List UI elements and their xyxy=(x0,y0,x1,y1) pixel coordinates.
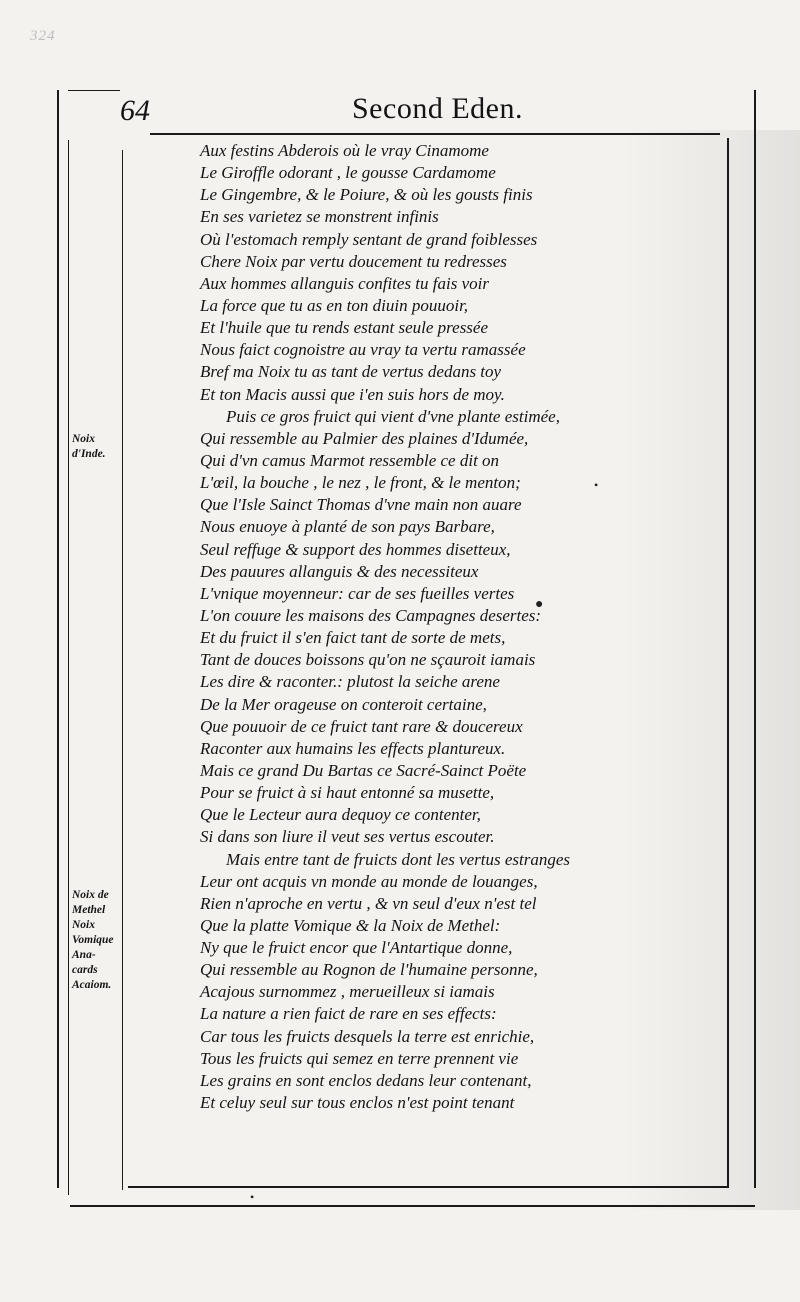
verse-line: Le Giroffle odorant , le gousse Cardamome xyxy=(200,163,496,183)
verse-line: Où l'estomach remply sentant de grand foiblesses xyxy=(200,229,538,249)
verse-line: Qui ressemble au Rognon de l'humaine personne, xyxy=(200,960,538,980)
text-right-rule xyxy=(727,138,729,1188)
running-title: Second Eden. xyxy=(352,92,523,125)
verse-line: Que le Lecteur aura dequoy ce contenter, xyxy=(200,805,481,825)
margin-note-line: Noix de xyxy=(72,889,109,901)
text-left-rule xyxy=(122,150,123,1190)
verse-line: L'vnique moyenneur: car de ses fueilles vertes xyxy=(200,583,515,603)
verse-line: Tous les fruicts qui semez en terre prennent vie xyxy=(200,1048,519,1068)
verse-line: Ny que le fruict encor que l'Antartique donne, xyxy=(200,938,513,958)
archive-mark: 324 xyxy=(30,28,56,44)
margin-note-noix-methel xyxy=(72,888,124,993)
margin-note-line: d'Inde. xyxy=(72,448,106,460)
margin-note-line: Vomique xyxy=(72,934,114,946)
frame-top-rule xyxy=(68,90,120,91)
ink-speck: • xyxy=(594,478,599,492)
verse-line: Leur ont acquis vn monde au monde de louanges, xyxy=(200,871,538,891)
verse-line: Seul reffuge & support des hommes disetteux, xyxy=(200,539,511,559)
verse-line: Et l'huile que tu rends estant seule pressée xyxy=(200,318,489,338)
verse-line: Rien n'aproche en vertu , & vn seul d'eux n'est tel xyxy=(200,893,537,913)
page-number: 64 xyxy=(120,94,150,127)
verse-line: Que l'Isle Sainct Thomas d'vne main non auare xyxy=(200,495,522,515)
ink-speck: • xyxy=(250,1190,255,1204)
verse-line: En ses variete​z se monstrent infinis xyxy=(200,207,439,227)
verse-line: Le Gingembre, & le Poiure, & où les gousts finis xyxy=(200,185,533,205)
margin-left-rule xyxy=(68,140,69,1195)
verse-line: Pour se fruict à si haut entonné sa musette, xyxy=(200,783,495,803)
margin-note-line: Noix xyxy=(72,919,95,931)
verse-line: Et du fruict il s'en faict tant de sorte de mets, xyxy=(200,628,506,648)
verse-line: Car tous les fruicts desquels la terre est enrichie, xyxy=(200,1026,535,1046)
verse-line: Tant de douces boissons qu'on ne sçauroit iamais xyxy=(200,650,536,670)
verse-line: Nous faict cognoistre au vray ta vertu ramassée xyxy=(200,340,526,360)
verse-line: La nature a rien faict de rare en ses effects: xyxy=(200,1004,497,1024)
verse-line: Acajous surnommez , merueilleux si iamais xyxy=(200,982,495,1002)
verse-line: Puis ce gros fruict qui vient d'vne plante estimée, xyxy=(226,406,560,426)
verse-line: Les grains en sont enclos dedans leur contenant, xyxy=(200,1070,532,1090)
verse-line: Les dire & raconter.: plutost la seiche arene xyxy=(200,672,500,692)
verse-line: Aux festins Abderois où le vray Cinamome xyxy=(200,141,489,160)
verse-line: Que la platte Vomique & la Noix de Methel: xyxy=(200,915,501,935)
verse-line: Aux hommes allanguis confites tu fais voir xyxy=(200,273,489,293)
verse-line: De la Mer orageuse on conteroit certaine, xyxy=(200,694,487,714)
verse-line: Si dans son liure il veut ses vertus escouter. xyxy=(200,827,495,847)
ink-speck: ● xyxy=(535,597,544,612)
verse-line: Bref ma Noix tu as tant de vertus dedans toy xyxy=(200,362,502,382)
margin-note-line: Noix xyxy=(72,433,95,445)
margin-note-line: Acaiom. xyxy=(72,979,112,991)
verse-line: Et ton Macis aussi que i'en suis hors de moy. xyxy=(200,384,505,404)
verse-line: Chere Noix par vertu doucement tu redresses xyxy=(200,251,507,271)
frame-bottom-rule xyxy=(70,1205,755,1207)
verse-line: La force que tu as en ton diuin pouuoir, xyxy=(200,295,469,315)
margin-note-line: cards xyxy=(72,964,98,976)
verse-body xyxy=(200,140,640,1114)
margin-note-line: Methel xyxy=(72,904,106,916)
verse-line: Raconter aux humains les effects plantureux. xyxy=(200,738,506,758)
verse-line: Qui ressemble au Palmier des plaines d'Idumée, xyxy=(200,428,529,448)
verse-line: L'œil, la bouche , le nez , le front, & le menton; xyxy=(200,473,521,493)
verse-line: Et celuy seul sur tous enclos n'est point tenant xyxy=(200,1093,515,1113)
text-bottom-rule xyxy=(128,1186,728,1188)
verse-line: Que pouuoir de ce fruict tant rare & doucereux xyxy=(200,716,523,736)
verse-line: Qui d'vn camus Marmot ressemble ce dit on xyxy=(200,450,500,470)
header-rule xyxy=(150,133,720,135)
verse-line: Mais entre tant de fruicts dont les vertus estranges xyxy=(226,849,571,869)
verse-line: Des pauures allanguis & des necessiteux xyxy=(200,561,479,581)
margin-note-noix-dinde xyxy=(72,432,124,462)
margin-note-line: Ana- xyxy=(72,949,96,961)
verse-line: Nous enuoye à planté de son pays Barbare, xyxy=(200,517,495,537)
verse-line: Mais ce grand Du Bartas ce Sacré-Sainct Poëte xyxy=(200,760,527,780)
verse-line: L'on couure les maisons des Campagnes desertes: xyxy=(200,605,542,625)
